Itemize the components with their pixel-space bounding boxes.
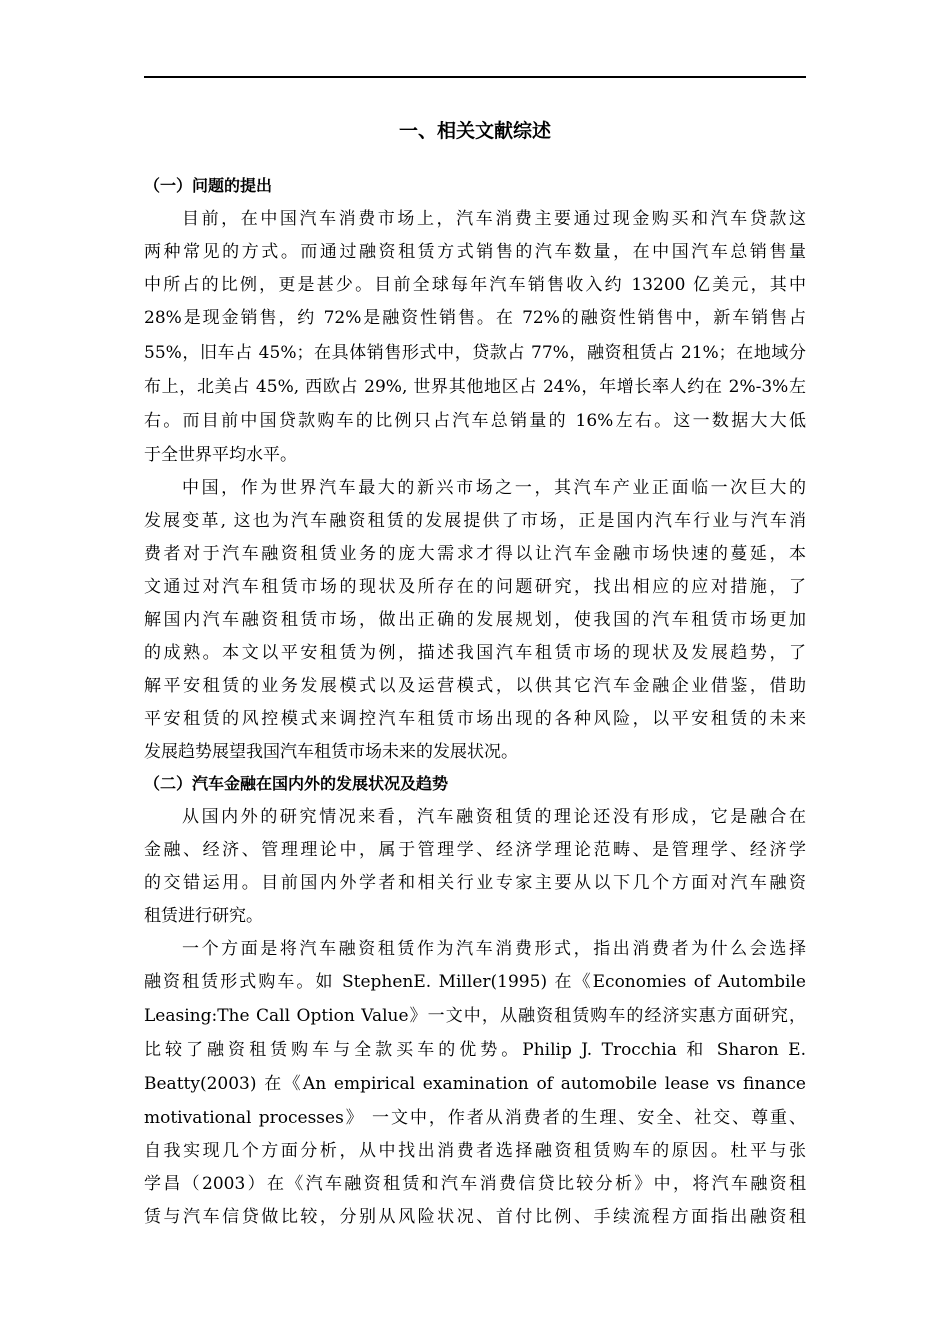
paragraph-line: 的成熟。本文以平安租赁为例，描述我国汽车租赁市场的现状及发展趋势，了 [144,643,806,663]
section-heading: （一）问题的提出 [144,176,273,195]
paragraph-line: 55%，旧车占 45%；在具体销售形式中，贷款占 77%，融资租赁占 21%；在地域分 [144,343,806,363]
paragraph-line: 发展趋势展望我国汽车租赁市场未来的发展状况。 [144,742,518,762]
paragraph-line: 赁与汽车信贷做比较，分别从风险状况、首付比例、手续流程方面指出融资租 [144,1207,806,1227]
paragraph-line: 从国内外的研究情况来看，汽车融资租赁的理论还没有形成，它是融合在 [182,807,806,827]
paragraph-line: 两种常见的方式。而通过融资租赁方式销售的汽车数量，在中国汽车总销售量 [144,242,806,262]
paragraph-line: 中国，作为世界汽车最大的新兴市场之一，其汽车产业正面临一次巨大的 [182,478,806,498]
paragraph-line: 费者对于汽车融资租赁业务的庞大需求才得以让汽车金融市场快速的蔓延，本 [144,544,806,564]
paragraph-line: motivational processes》 一文中，作者从消费者的生理、安全、社交、尊重、 [144,1108,806,1128]
paragraph-line: 金融、经济、管理理论中，属于管理学、经济学理论范畴、是管理学、经济学 [144,840,806,860]
paragraph-line: 目前，在中国汽车消费市场上，汽车消费主要通过现金购买和汽车贷款这 [182,209,806,229]
paragraph-line: 中所占的比例，更是甚少。目前全球每年汽车销售收入约 13200 亿美元，其中 [144,275,806,295]
paragraph-line: 28%是现金销售，约 72%是融资性销售。在 72%的融资性销售中，新车销售占 [144,308,806,328]
paragraph-line: 文通过对汽车租赁市场的现状及所存在的问题研究，找出相应的应对措施，了 [144,577,806,597]
paragraph-line: 布上，北美占 45%, 西欧占 29%, 世界其他地区占 24%，年增长率人约在 2%-3%左 [144,377,806,397]
page-title: 一、相关文献综述 [398,120,551,142]
paragraph-line: 解国内汽车融资租赁市场，做出正确的发展规划，使我国的汽车租赁市场更加 [144,610,806,630]
paragraph-line: 平安租赁的风控模式来调控汽车租赁市场出现的各种风险，以平安租赁的未来 [144,709,806,729]
paragraph-line: Beatty(2003) 在《An empirical examination of automobile lease vs finance [144,1074,806,1094]
paragraph-line: Leasing:The Call Option Value》一文中，从融资租赁购车的经济实惠方面研究， [144,1006,806,1026]
paragraph-line: 一个方面是将汽车融资租赁作为汽车消费形式，指出消费者为什么会选择 [182,939,806,959]
paragraph-line: 学昌（2003）在《汽车融资租赁和汽车消费信贷比较分析》中，将汽车融资租 [144,1174,806,1194]
paragraph-line: 右。而目前中国贷款购车的比例只占汽车总销量的 16%左右。这一数据大大低 [144,411,806,431]
paragraph-line: 发展变革, 这也为汽车融资租赁的发展提供了市场，正是国内汽车行业与汽车消 [144,511,806,531]
section-heading: （二）汽车金融在国内外的发展状况及趋势 [144,774,449,793]
paragraph-line: 融资租赁形式购车。如 StephenE. Miller(1995) 在《Economies of Autombile [144,972,806,992]
paragraph-line: 租赁进行研究。 [144,906,263,926]
paragraph-line: 于全世界平均水平。 [144,445,297,465]
header-rule [144,76,806,78]
paragraph-line: 比较了融资租赁购车与全款买车的优势。Philip J. Trocchia 和 Sharon E. [144,1040,806,1060]
paragraph-line: 自我实现几个方面分析，从中找出消费者选择融资租赁购车的原因。杜平与张 [144,1141,806,1161]
paragraph-line: 的交错运用。目前国内外学者和相关行业专家主要从以下几个方面对汽车融资 [144,873,806,893]
paragraph-line: 解平安租赁的业务发展模式以及运营模式，以供其它汽车金融企业借鉴，借助 [144,676,806,696]
